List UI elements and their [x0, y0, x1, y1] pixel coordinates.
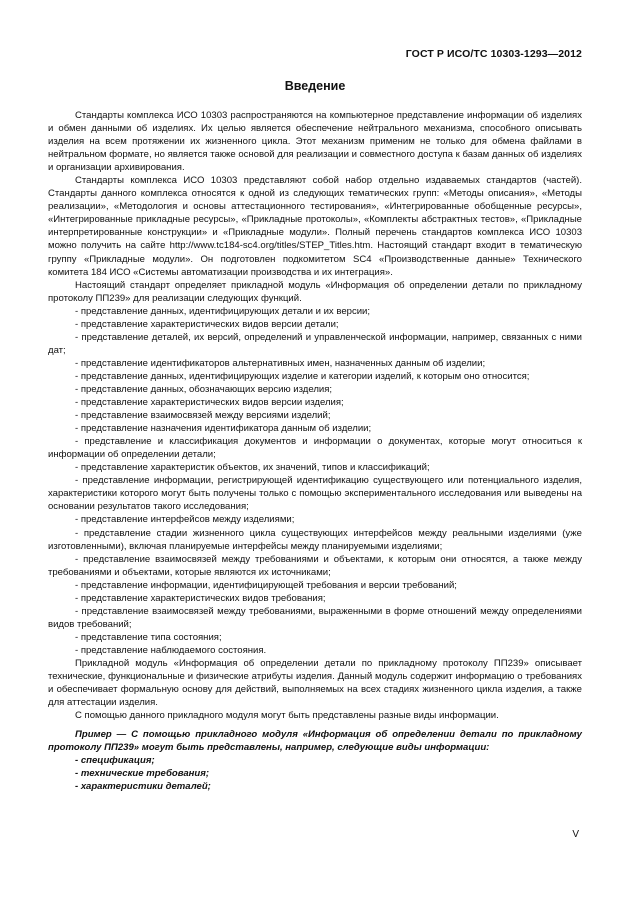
list-item: - представление назначения идентификатора данным об изделии; — [75, 423, 372, 435]
list-item: - представление интерфейсов между изделиями; — [75, 514, 295, 526]
paragraph: С помощью данного прикладного модуля могут быть представлены разные виды информации. — [75, 710, 499, 722]
list-item: - представление характеристических видов версии изделия; — [75, 397, 344, 409]
list-item: - представление данных, идентифицирующих детали и их версии; — [75, 305, 371, 317]
paragraph: Стандарты комплекса ИСО 10303 представляют собой набор отдельно издаваемых стандартов (частей). Стандарты данного комплекса относятся к одной из следующих тематических групп: «Методы описания», «Методы реализации», «Методология и основы аттестационного тестирования», «Интегрированные обобщенные ресурсы», «Интегрированные прикладные ресурсы», «Прикладные протоколы», «Комплекты абстрактных тестов», «Прикладные интерпретированные конструкции» и «Прикладные модули». Полный перечень стандартов комплекса ИСО 10303 можно получить на сайте http://www.tc184-sc4.org/titles/STEP_Titles.htm. Настоящий стандарт входит в тематическую группу «Прикладные модули». Он подготовлен подкомитетом SC4 «Производственные данные» Технического комитета 184 ИСО «Системы автоматизации производства и их интеграция». — [48, 175, 582, 278]
list-item: - представление идентификаторов альтернативных имен, назначенных данным об изделии; — [75, 357, 486, 369]
list-item: - представление деталей, их версий, определений и управленческой информации, например, связанных с ними дат; — [48, 331, 582, 356]
list-item: - представление характеристических видов версии детали; — [75, 318, 339, 330]
page-number: V — [572, 829, 579, 840]
example-item: - спецификация; — [75, 755, 155, 767]
list-item: - представление взаимосвязей между версиями изделий; — [75, 410, 331, 422]
section-title: Введение — [284, 79, 346, 93]
document-header: ГОСТ Р ИСО/ТС 10303-1293—2012 — [405, 48, 582, 60]
list-item: - представление типа состояния; — [75, 631, 222, 643]
list-item: - представление данных, обозначающих версию изделия; — [75, 383, 333, 395]
document-body — [48, 109, 582, 793]
list-item: - представление информации, регистрирующей идентификацию существующего или потенциального изделия, характеристики которого могут быть получены только с помощью экспериментального исследования или выведены на основании результатов такого исследования; — [48, 475, 582, 513]
example-item: - технические требования; — [75, 768, 210, 780]
list-item: - представление характеристических видов требования; — [75, 592, 326, 604]
list-item: - представление взаимосвязей между требованиями, выраженными в форме отношений между определениями видов требований; — [48, 605, 582, 630]
list-item: - представление стадии жизненного цикла существующих интерфейсов между реальными изделиями (уже изготовленными), включая планируемые интерфейсы между планируемыми изделиями; — [48, 527, 582, 552]
list-item: - представление информации, идентифицирующей требования и версии требований; — [75, 579, 457, 591]
example-text: Пример — С помощью прикладного модуля «Информация об определении детали по прикладному протоколу ПП239» могут быть представлены, например, следующие виды информации: — [48, 729, 582, 754]
list-item: - представление наблюдаемого состояния. — [75, 644, 267, 656]
example-item: - характеристики деталей; — [75, 781, 211, 793]
list-item: - представление и классификация документов и информации о документах, которые могут относиться к информации об определении детали; — [48, 436, 582, 461]
paragraph: Настоящий стандарт определяет прикладной модуль «Информация об определении детали по прикладному протоколу ПП239» для реализации следующих функций. — [48, 279, 582, 304]
list-item: - представление данных, идентифицирующих изделие и категории изделий, к которым оно относится; — [75, 370, 530, 382]
list-item: - представление характеристик объектов, их значений, типов и классификаций; — [75, 462, 430, 474]
list-item: - представление взаимосвязей между требованиями и объектами, к которым они относятся, а также между требованиями и объектами, которые являются их источниками; — [48, 553, 582, 578]
paragraph: Стандарты комплекса ИСО 10303 распространяются на компьютерное представление информации об изделиях и обмен данными об изделиях. Их целью является обеспечение нейтрального механизма, способного описывать изделия на всем протяжении их жизненного цикла. Этот механизм применим не только для обмена файлами в нейтральном формате, но является также основой для реализации и совместного доступа к базам данных об изделиях и организации архивирования. — [48, 110, 582, 174]
paragraph: Прикладной модуль «Информация об определении детали по прикладному протоколу ПП239» описывает технические, функциональные и физические атрибуты изделия. Данный модуль содержит информацию о требованиях и обеспечивает формальную основу для действий, выполняемых на всех стадиях жизненного цикла изделия, а также для аттестации изделия. — [48, 657, 582, 709]
